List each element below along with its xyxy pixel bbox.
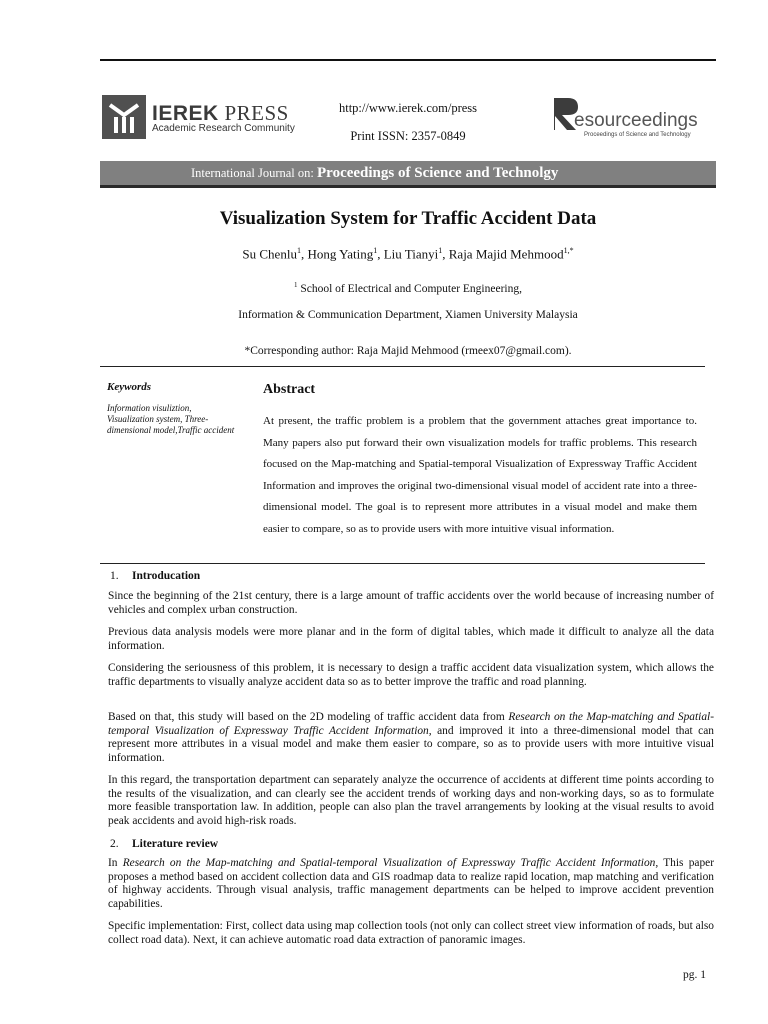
author-list: Su Chenlu$^1$, Hong Yating$^1$, Liu Tianyi$^1$, Raja Majid Mehmood$^{1,*}$ bbox=[242, 246, 574, 262]
intro-paragraph-5: In this regard, the transportation department can separately analyze the occurrence of accidents at different time points according to the results of the visualization, and can clearly see the accident trends of working days and non-working days, so as to formulate more feasible transportation law. In addition, people can also plan the travel arrangements by looking at the visual results to avoid peak accidents and avoid high-risk roads. bbox=[108, 774, 714, 828]
author-sup: 1 bbox=[296, 246, 301, 255]
intro-paragraph-2: Previous data analysis models were more planar and in the form of digital tables, which made it difficult to analyze all the data information. bbox=[108, 626, 714, 652]
resourceedings-logo bbox=[552, 96, 722, 142]
author-sup: 1,* bbox=[563, 246, 574, 255]
affiliation-department: Information & Communication Department, Xiamen University Malaysia bbox=[238, 309, 578, 321]
affiliation-school: $^1$ School of Electrical and Computer Engineering, bbox=[293, 281, 522, 295]
cited-paper-title: Research on the Map-matching and Spatial-temporal Visualization of Expressway Traffic Accident Information, bbox=[122, 857, 659, 869]
paper-title: Visualization System for Traffic Accident Data bbox=[219, 208, 597, 229]
intro-paragraph-3: Considering the seriousness of this problem, it is necessary to design a traffic accident data visualization system, which allows the traffic departments to visually analyze accident data so as to better improve the traffic and road planning. bbox=[108, 662, 714, 688]
author-sup: 1 bbox=[438, 246, 443, 255]
intro-paragraph-4: Based on that, this study will based on the 2D modeling of traffic accident data from Research on the Map-matching and Spatial-temporal Visualization of Expressway Traffic Accident Information, and improved it into a three-dimensional model that can represent more attributes in a visual model and make them easier to compare, so as to provide users with more intuitive visual information. bbox=[108, 711, 714, 765]
author-name: Raja Majid Mehmood bbox=[448, 246, 564, 262]
corresponding-author: *Corresponding author: Raja Majid Mehmood (rmeex07@gmail.com). bbox=[244, 345, 572, 357]
journal-prefix: International Journal on: bbox=[191, 166, 318, 180]
author-name: Hong Yating bbox=[307, 246, 374, 262]
abstract-text: At present, the traffic problem is a problem that the government attaches great importance to. Many papers also put forward their own visualization models for traffic problems. This research focused on the Map-matching and Spatial-temporal Visualization of Expressway Traffic Accident Information and improves the original two-dimensional visual model of accident rate into a three-dimensional model. The goal is to represent more attributes in a visual model and make them easier to compare, so as to provide users with more intuitive visual information. bbox=[263, 415, 697, 535]
journal-url[interactable]: http://www.ierek.com/press bbox=[338, 101, 478, 115]
top-rule bbox=[100, 59, 716, 61]
author-name: Liu Tianyi bbox=[383, 246, 439, 262]
abstract-divider bbox=[100, 563, 705, 564]
partner-tagline: Proceedings of Science and Technology bbox=[584, 132, 691, 138]
page-number: pg. 1 bbox=[683, 969, 706, 981]
ierek-press-logo bbox=[102, 95, 302, 139]
cited-paper-title: Research on the Map-matching and Spatial-temporal Visualization of Expressway Traffic Accident Information, bbox=[108, 711, 714, 737]
print-issn: Print ISSN: 2357-0849 bbox=[350, 129, 466, 143]
author-sup: 1 bbox=[373, 246, 378, 255]
section-heading-literature-review: 2. Literature review bbox=[110, 838, 219, 850]
section-divider bbox=[100, 366, 705, 367]
keywords-heading: Keywords bbox=[107, 381, 151, 393]
publisher-tagline: Academic Research Community bbox=[152, 123, 295, 134]
section-heading-introduction: 1. Introducation bbox=[110, 570, 201, 582]
keywords-list: Information visuliztion, Visualization system, Three-dimensional model,Traffic accident bbox=[107, 403, 235, 435]
journal-banner bbox=[100, 161, 716, 188]
journal-links bbox=[300, 100, 516, 144]
lit-paragraph-1: In Research on the Map-matching and Spatial-temporal Visualization of Expressway Traffic Accident Information, This paper proposes a method based on accident collection data and GIS roadmap data to realize rapid location, map matching and verification of highway accidents. Through visual analysis, traffic management departments can be helped to improve accident prevention capabilities. bbox=[108, 857, 714, 911]
journal-name: Proceedings of Science and Technolgy bbox=[317, 165, 559, 181]
publisher-name: IEREK PRESS bbox=[152, 101, 289, 125]
abstract-heading: Abstract bbox=[263, 382, 316, 397]
partner-name: esourceedings bbox=[574, 110, 698, 131]
author-name: Su Chenlu bbox=[242, 246, 297, 262]
ierek-emblem-icon bbox=[102, 95, 146, 139]
lit-paragraph-2: Specific implementation: First, collect data using map collection tools (not only can collect street view information of roads, but also collect road data). Next, it can achieve automatic road data extraction of panoramic images. bbox=[108, 920, 714, 946]
intro-paragraph-1: Since the beginning of the 21st century, there is a large amount of traffic accidents over the world because of increasing number of vehicles and complex urban construction. bbox=[108, 590, 714, 616]
